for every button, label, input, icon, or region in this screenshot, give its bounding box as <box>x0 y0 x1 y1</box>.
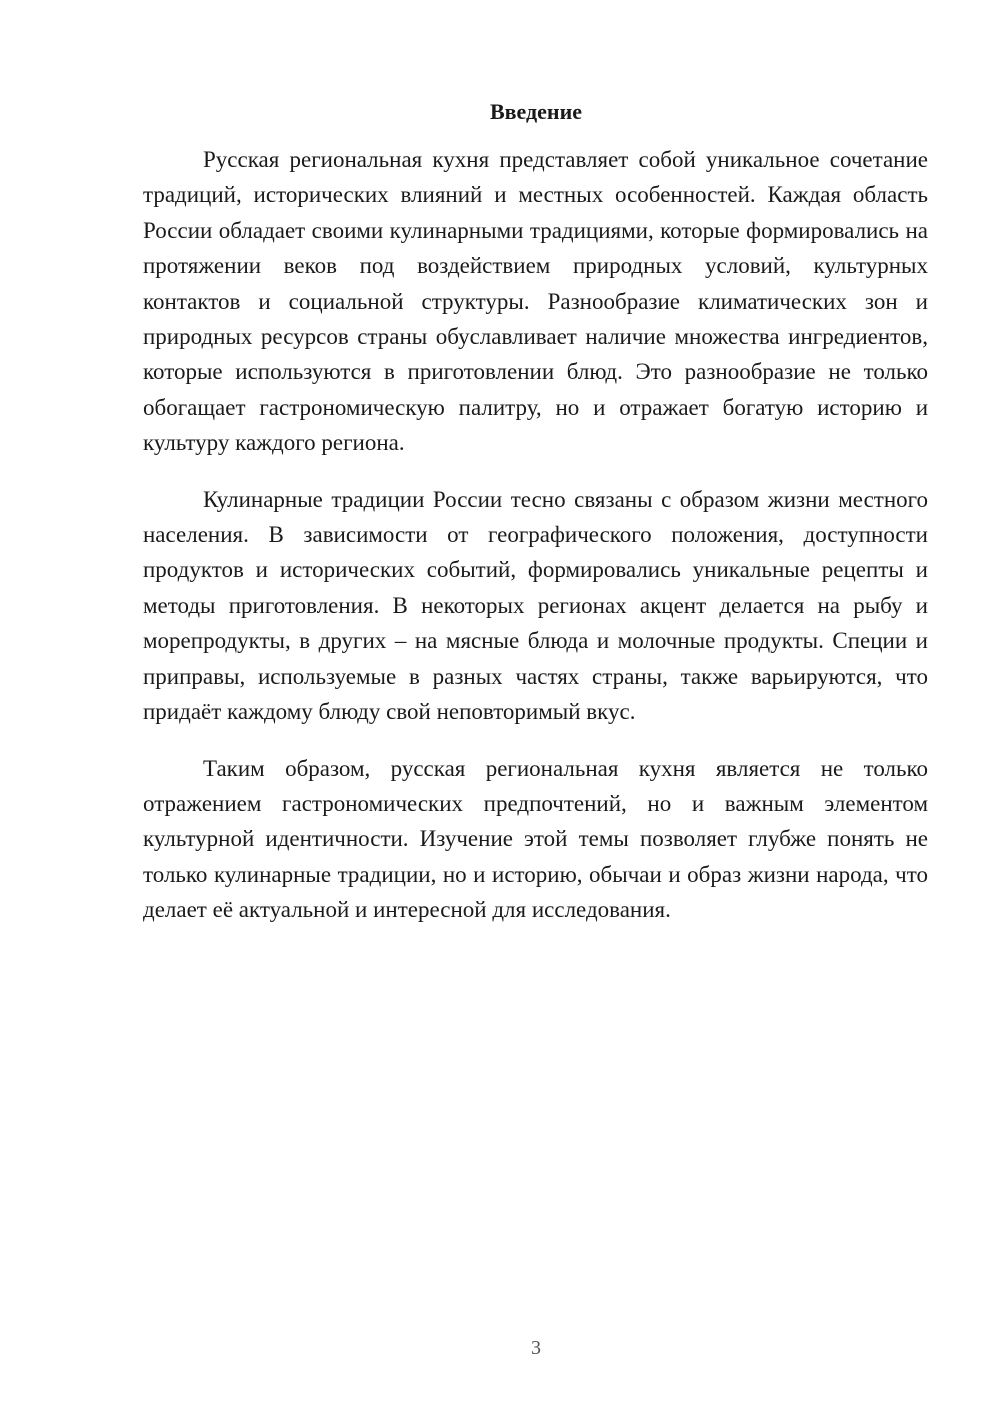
paragraph-2: Кулинарные традиции России тесно связаны с образом жизни местного населения. В зависимости от географического положения, доступности продуктов и исторических событий, формировались уникальные рецепты и методы приготовления. В некоторых регионах акцент делается на рыбу и морепродукты, в других – на мясные блюда и молочные продукты. Специи и приправы, используемые в разных частях страны, также варьируются, что придаёт каждому блюду свой неповторимый вкус. <box>143 486 928 725</box>
page-number: 3 <box>531 1337 541 1359</box>
section-title: Введение <box>489 99 583 124</box>
paragraph-1: Русская региональная кухня представляет собой уникальное сочетание традиций, исторических влияний и местных особенностей. Каждая область России обладает своими кулинарными традициями, которые формировались на протяжении веков под воздействием природных условий, культурных контактов и социальной структуры. Разнообразие климатических зон и природных ресурсов страны обуславливает наличие множества ингредиентов, которые используются в приготовлении блюд. Это разнообразие не только обогащает гастрономическую палитру, но и отражает богатую историю и культуру каждого региона. <box>143 147 928 456</box>
paragraph-3: Таким образом, русская региональная кухня является не только отражением гастрономических предпочтений, но и важным элементом культурной идентичности. Изучение этой темы позволяет глубже понять не только кулинарные традиции, но и историю, обычаи и образ жизни народа, что делает её актуальной и интересной для исследования. <box>143 755 928 923</box>
body-text <box>143 142 928 928</box>
